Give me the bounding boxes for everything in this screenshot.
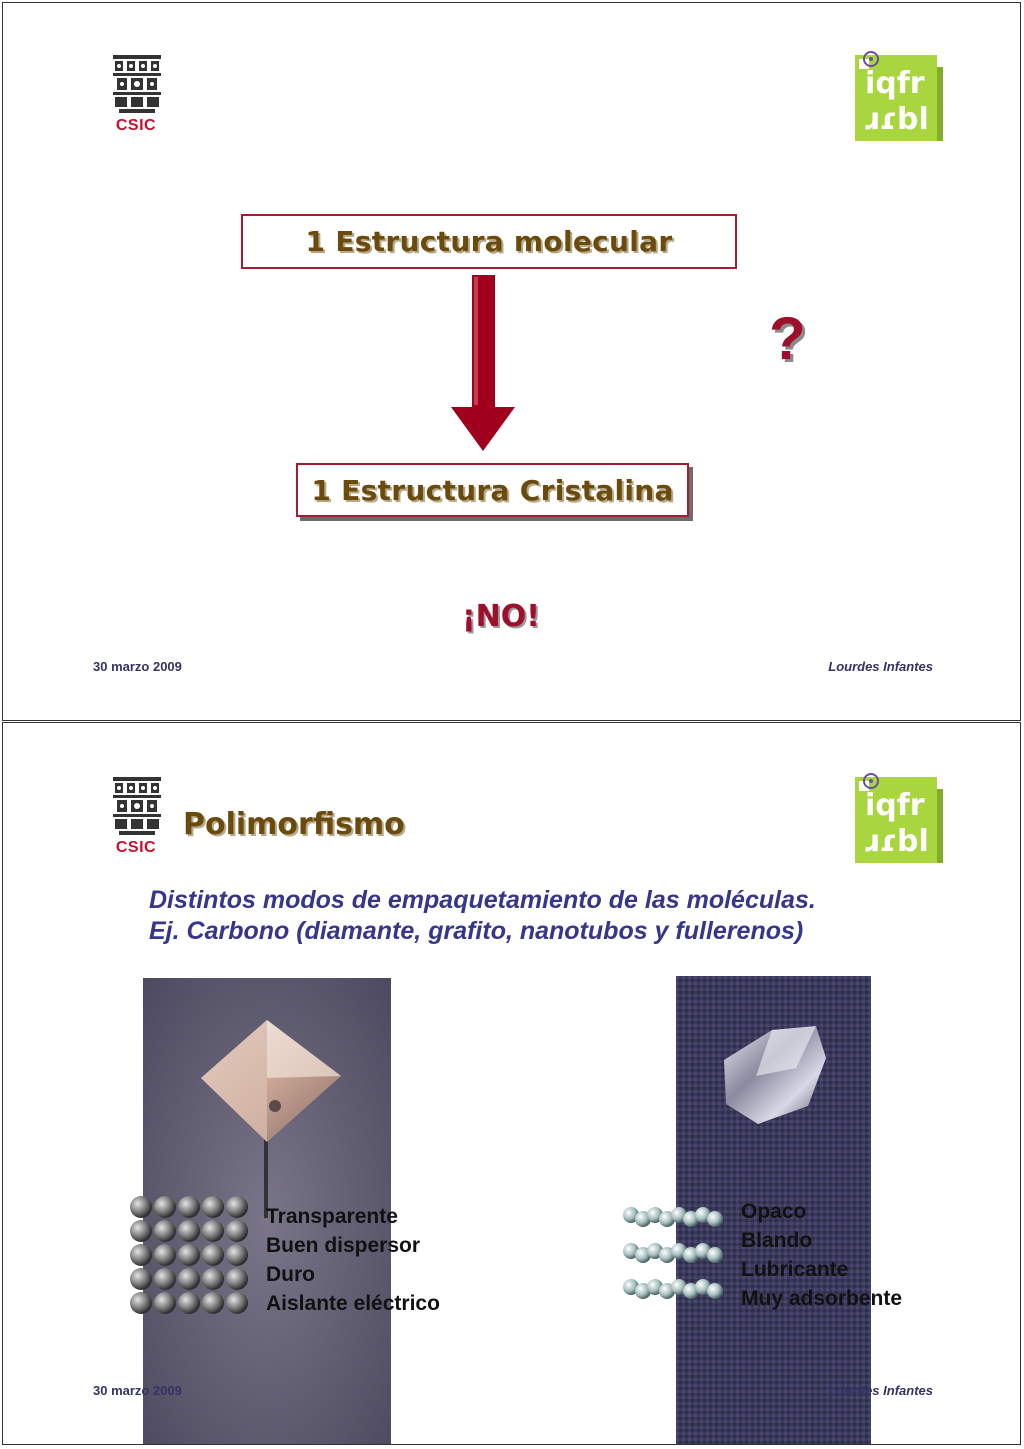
molecular-structure-label: 1 Estructura molecular — [305, 225, 673, 258]
svg-text:ɹɾbl: ɹɾbl — [863, 102, 929, 137]
footer-date: 30 marzo 2009 — [93, 659, 182, 674]
molecular-structure-box — [241, 214, 737, 269]
graphite-property: Muy adsorbente — [741, 1287, 903, 1310]
slide-1 — [2, 2, 1021, 721]
diamond-property: Buen dispersor — [266, 1234, 421, 1257]
down-arrow-icon — [449, 275, 517, 453]
graphite-property: Opaco — [741, 1200, 807, 1223]
slide-title: Polimorfismo — [183, 807, 405, 842]
svg-text:iqfr: iqfr — [865, 66, 925, 101]
csic-logo — [101, 53, 171, 137]
svg-text:ɹɾbl: ɹɾbl — [863, 824, 929, 859]
diamond-lattice-icon — [129, 1195, 249, 1315]
diamond-properties — [266, 1202, 440, 1318]
description-line-1: Distintos modos de empaquetamiento de las moléculas. — [149, 886, 816, 914]
description — [149, 885, 816, 947]
graphite-properties — [741, 1197, 902, 1313]
csic-logo — [101, 775, 171, 859]
iqfr-logo-icon — [849, 769, 949, 869]
svg-text:iqfr: iqfr — [865, 788, 925, 823]
csic-crest-icon — [111, 775, 163, 839]
diamond-property: Transparente — [266, 1205, 398, 1228]
csic-crest-icon — [111, 53, 163, 117]
csic-logo-text: CSIC — [115, 117, 157, 134]
graphite-layers-icon — [621, 1201, 725, 1311]
question-mark: ? — [769, 305, 806, 372]
answer-no: ¡NO! — [462, 599, 540, 634]
crystal-structure-box — [296, 463, 689, 517]
diamond-property: Duro — [266, 1263, 315, 1286]
crystal-structure-label: 1 Estructura Cristalina — [311, 473, 674, 507]
csic-logo-text: CSIC — [115, 839, 157, 856]
description-line-2: Ej. Carbono (diamante, grafito, nanotubos y fullerenos) — [149, 917, 804, 945]
iqfr-logo — [849, 769, 949, 869]
iqfr-logo-icon — [849, 47, 949, 147]
slide-2 — [2, 722, 1021, 1445]
diamond-property: Aislante eléctrico — [266, 1292, 440, 1315]
graphite-property: Lubricante — [741, 1258, 849, 1281]
footer-author: Lourdes Infantes — [828, 1383, 933, 1398]
footer-author: Lourdes Infantes — [828, 659, 933, 674]
graphite-property: Blando — [741, 1229, 813, 1252]
footer-date: 30 marzo 2009 — [93, 1383, 182, 1398]
iqfr-logo — [849, 47, 949, 147]
